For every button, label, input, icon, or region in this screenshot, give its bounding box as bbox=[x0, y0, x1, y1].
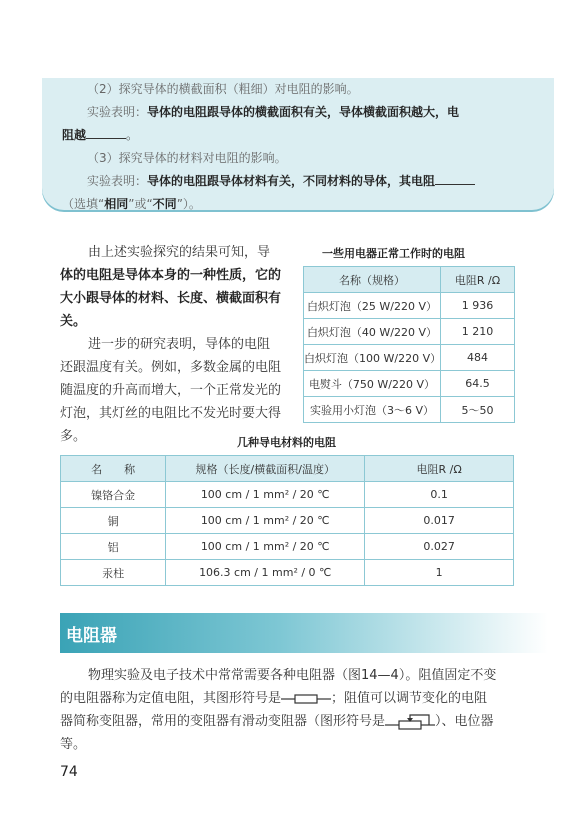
exp-line-2-result bbox=[87, 101, 459, 124]
para1-line4: 关。 bbox=[60, 314, 87, 329]
exp-line-3-title: （3）探究导体的材料对电阻的影响。 bbox=[87, 151, 287, 165]
table-cell: 镍铬合金 bbox=[61, 482, 166, 508]
section-text: ；阻值可以调节变化的电阻 bbox=[331, 691, 488, 706]
table-cell: 100 cm / 1 mm² / 20 ℃ bbox=[166, 534, 365, 560]
result-text: 导体的电阻跟导体材料有关，不同材料的导体，其电阻 bbox=[147, 174, 436, 188]
table-cell: 电熨斗（750 W/220 V） bbox=[304, 371, 441, 397]
table-cell: 白炽灯泡（25 W/220 V） bbox=[304, 293, 441, 319]
result-text: 导体的电阻跟导体的横截面积有关，导体横截面积越大，电 bbox=[147, 105, 460, 119]
table-header-row bbox=[61, 456, 514, 482]
table-cell: 铜 bbox=[61, 508, 166, 534]
table-row bbox=[61, 482, 514, 508]
section-title: 电阻器 bbox=[66, 626, 117, 646]
table1-caption: 一些用电器正常工作时的电阻 bbox=[322, 247, 465, 260]
exp-line-3-result bbox=[87, 170, 475, 193]
hint-part: ”或“ bbox=[128, 197, 153, 211]
section-text: 的电阻器称为定值电阻，其图形符号是 bbox=[60, 691, 282, 706]
section-line4: 等。 bbox=[60, 737, 87, 752]
section-line3 bbox=[60, 710, 494, 733]
table-row bbox=[304, 371, 515, 397]
fill-blank[interactable] bbox=[86, 126, 126, 139]
exp-line-2-result-cont bbox=[62, 124, 138, 147]
table-row bbox=[304, 293, 515, 319]
para2-line1: 进一步的研究表明，导体的电阻 bbox=[88, 337, 271, 352]
table-cell: 100 cm / 1 mm² / 20 ℃ bbox=[166, 482, 365, 508]
period: 。 bbox=[126, 128, 139, 142]
appliance-resistance-table bbox=[303, 266, 515, 423]
table-cell: 1 210 bbox=[440, 319, 514, 345]
para2-line2: 还跟温度有关。例如，多数金属的电阻 bbox=[60, 360, 282, 375]
para1-line3: 大小跟导体的材料、长度、横截面积有 bbox=[60, 291, 282, 306]
page-number: 74 bbox=[60, 764, 78, 780]
para2-line5: 多。 bbox=[60, 429, 87, 444]
exp-line-3-hint bbox=[62, 193, 201, 216]
hint-option: 不同 bbox=[152, 197, 177, 211]
table-cell: 484 bbox=[440, 345, 514, 371]
material-resistance-table bbox=[60, 455, 514, 586]
table-row bbox=[61, 534, 514, 560]
result-prefix: 实验表明： bbox=[87, 105, 148, 119]
section-line2 bbox=[60, 687, 487, 710]
hint-option: 相同 bbox=[104, 197, 129, 211]
result-text-cont: 阻越 bbox=[62, 128, 87, 142]
table-cell: 0.1 bbox=[365, 482, 514, 508]
section-banner bbox=[60, 613, 548, 653]
table-row bbox=[304, 345, 515, 371]
table-row bbox=[61, 560, 514, 586]
table-header: 规格（长度/横截面积/温度） bbox=[166, 456, 365, 482]
table-cell: 白炽灯泡（40 W/220 V） bbox=[304, 319, 441, 345]
table-cell: 106.3 cm / 1 mm² / 0 ℃ bbox=[166, 560, 365, 586]
para1-line2: 体的电阻是导体本身的一种性质，它的 bbox=[60, 268, 282, 283]
table-header: 名称（规格） bbox=[304, 267, 441, 293]
table-cell: 1 bbox=[365, 560, 514, 586]
experiment-box bbox=[42, 78, 554, 210]
table-cell: 0.027 bbox=[365, 534, 514, 560]
table-cell: 100 cm / 1 mm² / 20 ℃ bbox=[166, 508, 365, 534]
hint-part: （选填“ bbox=[62, 197, 105, 211]
section-text: ）、电位器 bbox=[435, 714, 494, 729]
table-cell: 0.017 bbox=[365, 508, 514, 534]
table-header-row bbox=[304, 267, 515, 293]
table2-caption: 几种导电材料的电阻 bbox=[237, 436, 336, 449]
para2-line4: 灯泡，其灯丝的电阻比不发光时要大得 bbox=[60, 406, 282, 421]
hint-part: ”）。 bbox=[176, 197, 201, 211]
table-cell: 汞柱 bbox=[61, 560, 166, 586]
table-cell: 64.5 bbox=[440, 371, 514, 397]
para2-line3: 随温度的升高而增大，一个正常发光的 bbox=[60, 383, 282, 398]
table-header: 电阻R /Ω bbox=[365, 456, 514, 482]
rheostat-symbol-icon bbox=[385, 713, 435, 731]
exp-line-2-title: （2）探究导体的横截面积（粗细）对电阻的影响。 bbox=[87, 82, 359, 96]
result-prefix: 实验表明： bbox=[87, 174, 148, 188]
section-line1: 物理实验及电子技术中常常需要各种电阻器（图14—4）。阻值固定不变 bbox=[88, 668, 497, 683]
table-cell: 5～50 bbox=[440, 397, 514, 423]
table-row bbox=[61, 508, 514, 534]
table-cell: 实验用小灯泡（3～6 V） bbox=[304, 397, 441, 423]
table-header: 电阻R /Ω bbox=[440, 267, 514, 293]
table-header: 名 称 bbox=[61, 456, 166, 482]
para1-line1: 由上述实验探究的结果可知，导 bbox=[88, 245, 271, 260]
fill-blank[interactable] bbox=[435, 172, 475, 185]
table-row bbox=[304, 319, 515, 345]
fixed-resistor-symbol-icon bbox=[281, 693, 331, 705]
table-cell: 铝 bbox=[61, 534, 166, 560]
table-cell: 白炽灯泡（100 W/220 V） bbox=[304, 345, 441, 371]
section-text: 器简称变阻器，常用的变阻器有滑动变阻器（图形符号是 bbox=[60, 714, 386, 729]
table-cell: 1 936 bbox=[440, 293, 514, 319]
table-row bbox=[304, 397, 515, 423]
